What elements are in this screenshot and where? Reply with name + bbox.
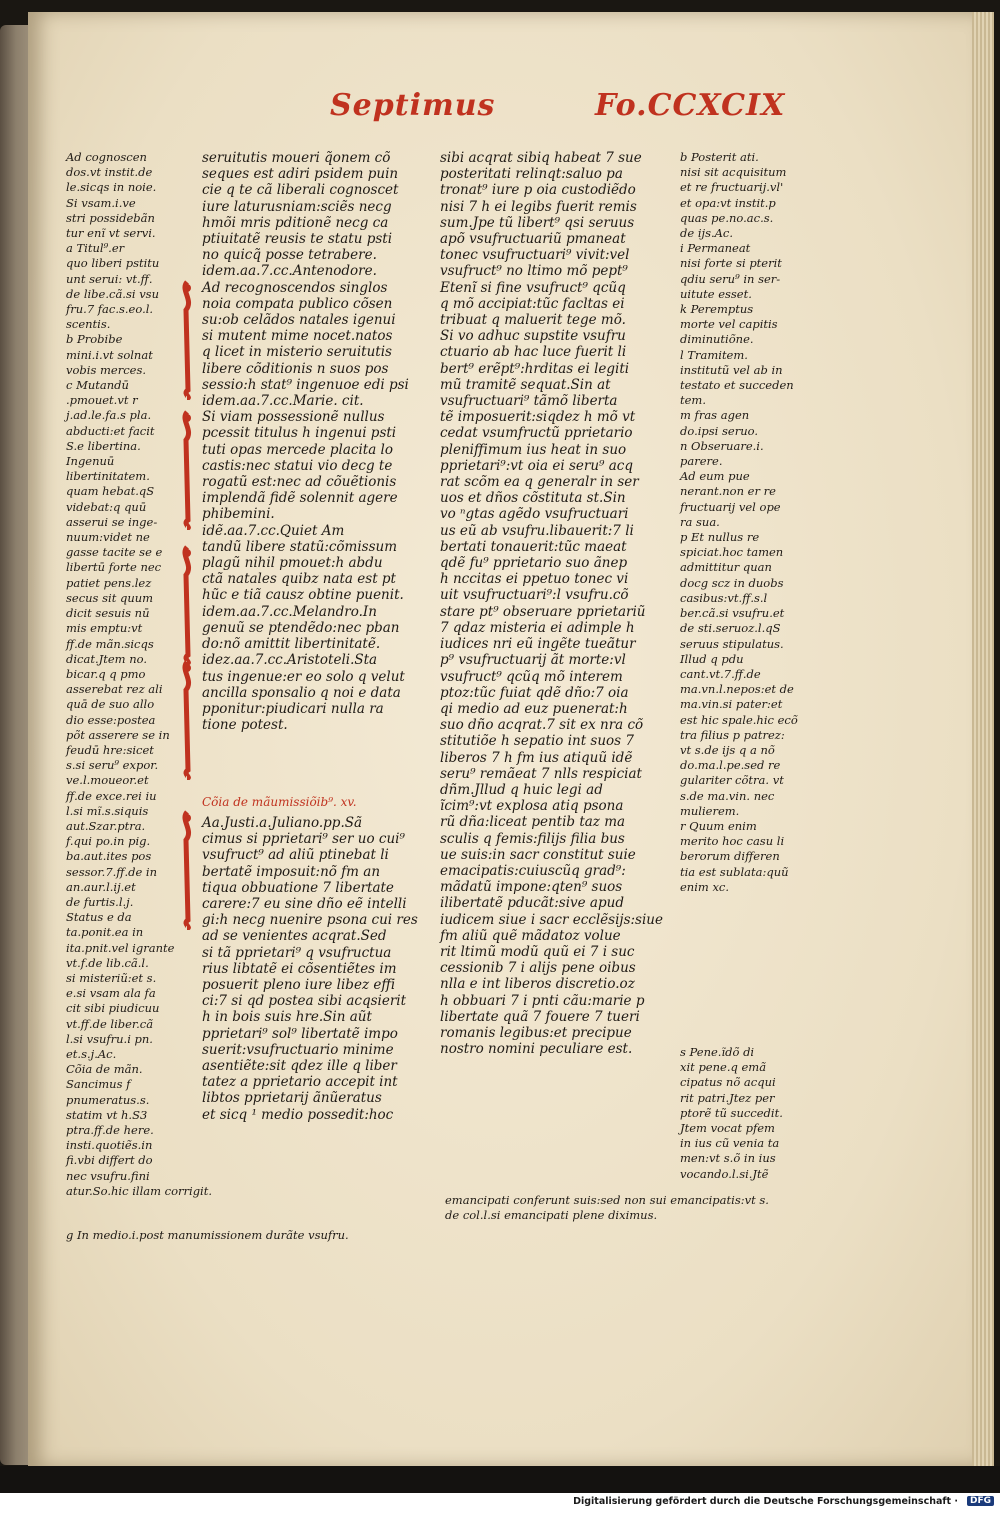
gloss-column-right: b Posterit ati. nisi sit acquisitum et re fructuarij.vl' et opa:vt instit.p quas pe.no.ac.s. de ijs.Ac. i Permaneat nisi forte si pterit qdiu seru⁹ in ser- uitute esset. k Peremptus morte vel capitis diminutiõne. l Tramitem. institutũ vel ab in testato et succeden tem. m fras agen do.ipsi seruo. n Obseruare.i. parere. Ad eum pue nerant.non er re fructuarij vel ope ra sua. p Et nullus re spiciat.hoc tamen admittitur quan docg scz in duobs casibus:vt.ff.s.l ber.cã.si vsufru.et de sti.seruoz.l.qS seruus stipulatus. Illud q pdu cant.vt.7.ff.de ma.vn.l.nepos:et de ma.vin.si pater:et est hic spale.hic ecõ tra filius p patrez: vt s.de ijs q a nõ do.ma.l.pe.sed re gulariter cõtra. vt s.de ma.vin. nec mulierem. r Quum enim merito hoc casu li berorum differen tia est sublata:quũ enim xc. — [680, 150, 798, 894]
decorated-initial-ornament — [176, 545, 198, 665]
scan-background-band — [0, 1466, 1000, 1493]
main-text-column-left-continued: Aa.Justi.a.Juliano.pp.Sã cimus si pprietari⁹ ser uo cui⁹ vsufruct⁹ ad aliũ ptinebat li bertatẽ imposuit:nõ fm an tiqua obbuatione 7 libertate carere:7 eu sine dño eẽ intelli gi:h necg nuenire psona cui res ad se venientes acqrat.Sed si tã pprietari⁹ q vsufructua rius libtatẽ ei cõsentiẽtes im posuerit pleno iure libez effi ci:7 si qd postea sibi acqsierit h in bois suis hre.Sin aũt pprietari⁹ sol⁹ libertatẽ impo suerit:vsufructuario minime asentiẽte:sit qdez ille q liber tatez a pprietario accepit int libtos pprietarij ãnũeratus et sicq ¹ medio possedit:hoc — [202, 815, 418, 1123]
footnote-gloss-left: g In medio.i.post manumissionem durãte vsufru. — [66, 1228, 349, 1242]
running-header-title: Septimus — [330, 88, 496, 123]
gloss-column-left: Ad cognoscen dos.vt instit.de le.sicqs in noie. Si vsam.i.ve stri possidebãn tur enĩ vt servi. a Titul⁹.er quo liberi pstitu unt serui: vt.ff. de libe.cã.si vsu fru.7 fac.s.eo.l. scentis. b Probibe mini.i.vt solnat vobis merces. c Mutandū .pmouet.vt r j.ad.le.fa.s pla. abducti:et facit S.e libertina. Ingenuū libertinitatem. quam hebat.qS videbat:q quū asserui se inge- nuum:videt ne gasse tacite se e libertū forte nec patiet pens.lez secus sit quum dicit sesuis nū mis emptu:vt ff.de mãn.sicqs dicat.Jtem no. bicar.q q pmo asserebat rez ali quā de suo allo dio esse:postea põt asserere se in feudū hre:sicet s.si seru⁹ expor. ve.l.moueor.et ff.de exce.rei iu l.si mĩ.s.siquis aut.Szar.ptra. f.qui po.in pig. ba.aut.ites pos sessor.7.ff.de in an.aur.l.ij.et de furtis.l.j. Status e da ta.ponit.ea in ita.pnit.vel igrante vt.f.de lib.cã.l. si misteriũ:et s. e.si vsam ala fa cit sibi piudicuu vt.ff.de liber.cã l.si vsufru.i pn. et.s.j.Ac. Cõia de mãn. Sancimus f pnumeratus.s. statim vt h.S3 ptra.ff.de here. insti.quotiẽs.in fi.vbi differt do nec vsufru.fini atur.So.hic illam — [66, 150, 175, 1198]
decorated-initial-ornament — [176, 280, 198, 400]
decorated-initial-ornament — [176, 660, 198, 780]
gloss-column-right-lower: s Pene.ĩdõ di xit pene.q emã cipatus nõ acqui rit patri.Jtez per ptorẽ tũ succedit. Jtem vocat pfem in ius cũ venia ta men:vt s.õ in ius vocando.l.si.Jtẽ — [680, 1045, 783, 1181]
decorated-initial-ornament — [176, 810, 198, 930]
page-fore-edge — [972, 12, 994, 1467]
dfg-logo: DFG — [967, 1496, 994, 1506]
main-text-column-left: seruitutis moueri q̃onem cõ seques est adiri psidem puin cie q te cã liberali cognoscet iure laturusniam:sciẽs necg hmõi mris pditionẽ necg ca ptiuitatẽ reusis te statu psti no quicq̃ posse tetrabere. idem.aa.7.cc.Antenodore. Ad recognoscendos singlos noia compata publico cõsen su:ob celãdos natales igenui si mutent mime nocet.natos q licet in misterio seruitutis libere cõditionis n suos pos sessio:h stat⁹ ingenuoe edi psi idem.aa.7.cc.Marie. cit. Si viam possessionẽ nullus pcessit titulus h ingenui psti tuti opas mercede placita lo castis:nec statui vio decg te rogatũ est:nec ad cõuẽtionis implendã fidẽ solennit agere phibemini. idẽ.aa.7.cc.Quiet Am tandũ libere statũ:cõmissum plagũ nihil pmouet:h abdu ctã natales quibz nata est pt hũc e tiã causz obtine puenit. idem.aa.7.cc.Melandro.In genuũ se ptendẽdo:nec pban do:nõ amittit libertinitatẽ. idez.aa.7.cc.Aristoteli.Sta tus ingenue:er eo solo q velut ancilla sponsalio q noi e data pponitur:piudicari nulla ra tione potest. — [202, 150, 409, 734]
footnote-gloss-right: emancipati conferunt suis:sed non sui emancipatis:vt s. de col.l.si emancipati plene diximus. — [445, 1193, 769, 1222]
section-rubric: Cõia de mãumissiõib⁹. xv. — [202, 795, 357, 809]
decorated-initial-ornament — [176, 410, 198, 530]
footer-credit-text: Digitalisierung gefördert durch die Deutsche Forschungsgemeinschaft · — [573, 1496, 958, 1507]
digitization-footer — [0, 1493, 1000, 1513]
main-text-column-right: sibi acqrat sibiq habeat 7 sue posteritati relinqt:saluo pa tronat⁹ iure p oia custodiẽdo nisi 7 h ei legibs fuerit remis sum.Jpe tũ libert⁹ qsi seruus apõ vsufructuariũ pmaneat tonec vsufructuari⁹ vivit:vel vsufruct⁹ no ltimo mõ pept⁹ Etenĩ si fine vsufruct⁹ qcũq q mõ accipiat:tũc facltas ei tribuat q maluerit tege mõ. Si vo adhuc supstite vsufru ctuario ab hac luce fuerit li bert⁹ erẽpt⁹:hrditas ei legiti mũ tramitẽ sequat.Sin at vsufructuari⁹ tãmõ liberta tẽ imposuerit:siqdez h mõ vt cedat vsumfructũ pprietario pleniffimum ius heat in suo pprietari⁹:vt oia ei seru⁹ acq rat scõm ea q generalr in ser uos et dños cõstituta st.Sin vo ⁿgtas agẽdo vsufructuari us eũ ab vsufru.libauerit:7 li bertati tonauerit:tũc maeat qdẽ fu⁹ pprietario suo ãnep h nccitas ei ppetuo tonec vi uit vsufructuari⁹:l vsufru.cõ stare pt⁹ obseruare pprietariũ 7 qdaz misteria ei adimple h iudices nri eũ ingẽte tueãtur p⁹ vsufructuarij ãt morte:vl vsufruct⁹ qcũq mõ interem ptoz:tũc fuiat qdẽ dño:7 oia qi medio ad euz puenerat:h suo dño acqrat.7 sit ex nra cõ stitutiõe h sepatio int suos 7 liberos 7 h fm ius atiquũ idẽ seru⁹ remãeat 7 nlls respiciat dñm.Jllud q huic legi ad ĩcim⁹:vt explosa atiq psona rũ dña:liceat pentib taz ma sculis q femis:filijs filia bus ue suis:in sacr constitut suie emacipatis:cuiuscũq grad⁹: mãdatũ impone:qten⁹ suos ilibertatẽ pducãt:sive apud iudicem siue i sacr ecclẽsijs:siue fm aliũ quẽ mãdatoz volue rit ltimũ modũ quũ ei 7 i suc cessionib 7 i alijs pene oibus nlla e int liberos discretio.oz h obbuari 7 i pnti cãu:marie p libertate quã 7 fouere 7 tueri romanis legibus:et precipue nostro nomini peculiare est. — [440, 150, 663, 1058]
folio-number: Fo.CCXCIX — [595, 88, 786, 123]
